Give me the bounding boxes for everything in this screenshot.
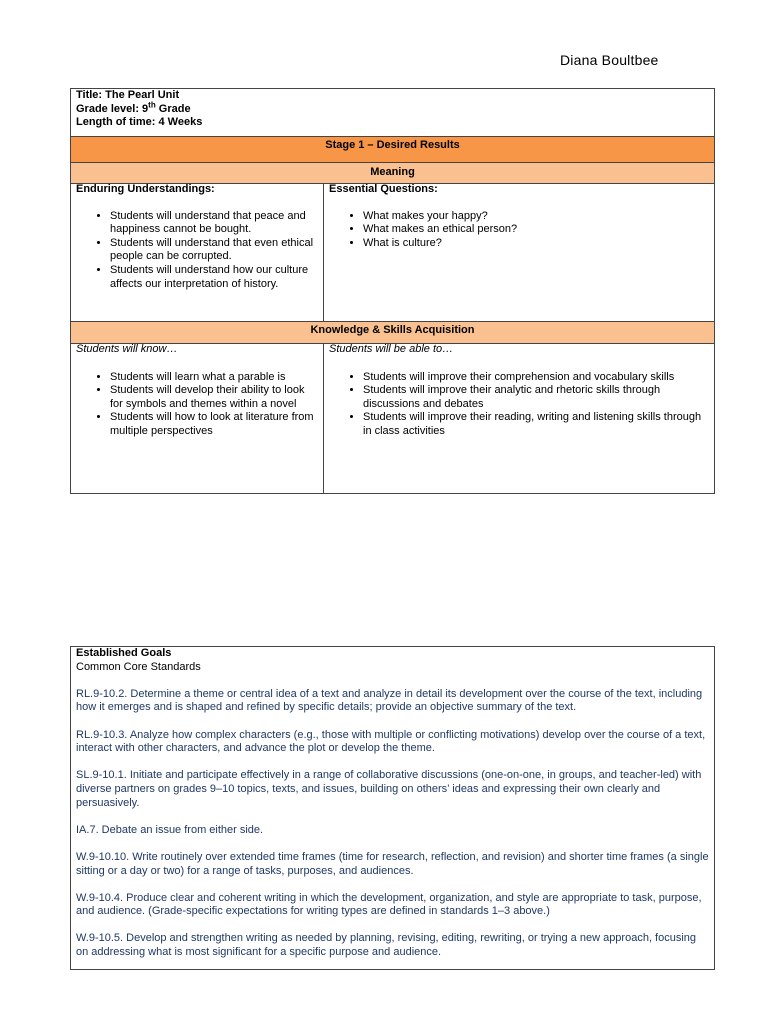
meaning-header: Meaning xyxy=(71,162,714,183)
able-heading: Students will be able to… xyxy=(329,343,454,355)
list-item: • Students will how to look at literature from multiple perspectives xyxy=(110,411,318,438)
list-item: • Students will improve their comprehension and vocabulary skills xyxy=(363,371,709,385)
length-label: Length of time: xyxy=(76,116,156,128)
standard-item: W.9-10.4. Produce clear and coherent writing in which the development, organization, and style are appropriate to task, purpose, and audience. (Grade-specific expectations for writing types are defined in standards 1–3 above.) xyxy=(76,891,702,918)
list-item: • What makes your happy? xyxy=(363,210,709,224)
know-heading: Students will know… xyxy=(76,343,178,355)
list-item: • What makes an ethical person? xyxy=(363,223,709,237)
grade-label: Grade level: xyxy=(76,102,139,115)
enduring-heading: Enduring Understandings: xyxy=(76,183,215,195)
title-label: Title: xyxy=(76,89,103,101)
standard-item: RL.9-10.3. Analyze how complex characters (e.g., those with multiple or conflicting motivations) develop over the course of a text, interact with other characters, and advance the plot or develop the theme. xyxy=(76,728,706,755)
standard-item: SL.9-10.1. Initiate and participate effectively in a range of collaborative discussions (one-on-one, in groups, and teacher-led) with diverse partners on grades 9–10 topics, texts, and issues, building on others’ ideas and expressing their own clearly and persuasively. xyxy=(76,769,702,809)
established-goals-box xyxy=(70,646,715,970)
grade-level-row xyxy=(76,99,709,117)
unit-plan-table xyxy=(70,88,715,494)
students-will-know-cell xyxy=(71,343,323,493)
knowledge-skills-header: Knowledge & Skills Acquisition xyxy=(71,321,714,343)
essential-list xyxy=(329,210,709,251)
length-row xyxy=(76,116,709,130)
list-item: • What is culture? xyxy=(363,237,709,251)
list-item: • Students will improve their analytic and rhetoric skills through discussions and debates xyxy=(363,384,709,411)
list-item: • Students will understand that peace and happiness cannot be bought. xyxy=(110,210,318,237)
list-item: • Students will learn what a parable is xyxy=(110,371,318,385)
enduring-list xyxy=(76,210,318,292)
grade-suffix: th xyxy=(148,99,156,109)
list-item: • Students will develop their ability to look for symbols and themes within a novel xyxy=(110,384,318,411)
goals-heading: Established Goals xyxy=(76,647,172,659)
unit-title-row xyxy=(76,89,709,103)
able-list xyxy=(329,371,709,439)
standard-item: W.9-10.5. Develop and strengthen writing as needed by planning, revising, editing, rewriting, or trying a new approach, focusing on addressing what is most significant for a specific purpose and audience. xyxy=(76,932,697,959)
students-will-be-able-cell xyxy=(324,343,714,493)
essential-heading: Essential Questions: xyxy=(329,183,438,195)
stage1-header: Stage 1 – Desired Results xyxy=(71,136,714,162)
author-name: Diana Boultbee xyxy=(560,52,659,68)
know-list xyxy=(76,371,318,439)
goals-subheading: Common Core Standards xyxy=(76,660,201,673)
grade-number: 9 xyxy=(142,102,149,115)
standard-item: IA.7. Debate an issue from either side. xyxy=(76,823,264,836)
length-value: 4 Weeks xyxy=(158,116,203,128)
unit-info xyxy=(71,89,714,136)
enduring-understandings-cell xyxy=(71,183,323,321)
list-item: • Students will understand how our culture affects our interpretation of history. xyxy=(110,264,318,291)
list-item: • Students will understand that even ethical people can be corrupted. xyxy=(110,237,318,264)
standard-item: RL.9-10.2. Determine a theme or central idea of a text and analyze in detail its development over the course of the text, including how it emerges and is shaped and refined by specific details; provide an objective summary of the text. xyxy=(76,687,703,714)
title-value: The Pearl Unit xyxy=(105,89,180,101)
grade-word: Grade xyxy=(158,102,191,115)
standard-item: W.9-10.10. Write routinely over extended time frames (time for research, reflection, and revision) and shorter time frames (a single sitting or a day or two) for a range of tasks, purposes, and audiences. xyxy=(76,850,709,877)
list-item: • Students will improve their reading, writing and listening skills through in class activities xyxy=(363,411,709,438)
essential-questions-cell xyxy=(324,183,714,321)
